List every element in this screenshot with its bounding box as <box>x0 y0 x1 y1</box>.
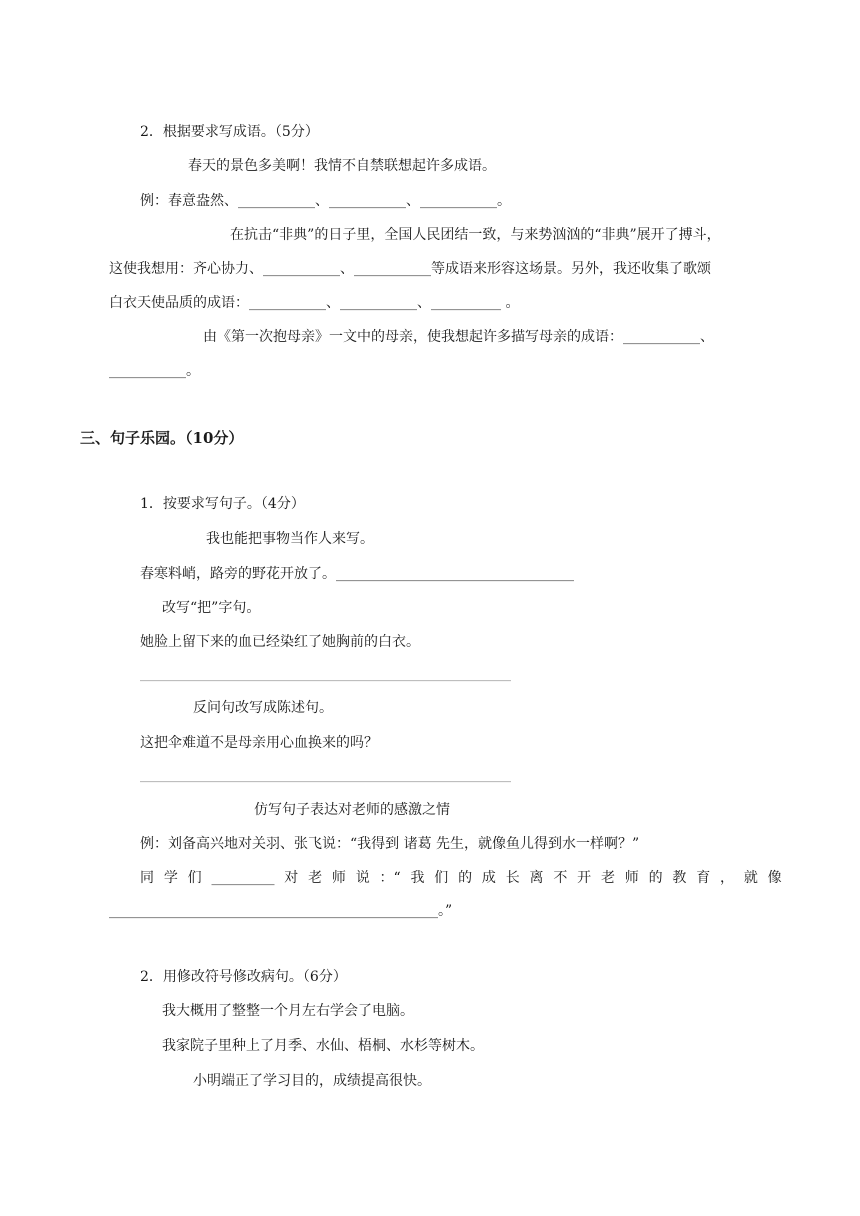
sars-line-2: 这使我想用：齐心协力、___________、___________等成语来形容这场景。另外，我还收集了歌颂 <box>109 261 711 277</box>
text-char: 同 <box>140 870 154 886</box>
rhetorical-prompt: 反问句改写成陈述句。 <box>193 700 333 716</box>
spring-prompt: 春天的景色多美啊！我情不自禁联想起许多成语。 <box>188 158 496 174</box>
sars-line-3: 白衣天使品质的成语：___________、___________、__________ 。 <box>109 295 520 311</box>
personify-sentence: 春寒料峭，路旁的野花开放了。__________________________________ <box>140 566 574 582</box>
text-char: 学 <box>163 870 178 886</box>
text-char: 们 <box>434 870 449 886</box>
answer-line: _____________________________________________________ <box>140 767 511 783</box>
question-title: 2．根据要求写成语。（5分） <box>140 124 319 140</box>
text-char: 育 <box>696 870 711 886</box>
text-char: 我 <box>410 870 425 886</box>
text-char: 教 <box>672 870 687 886</box>
text-char: 像 <box>767 870 782 886</box>
section-heading: 三、句子乐园。（10分） <box>80 429 244 447</box>
imitate-example: 例：刘备高兴地对关羽、张飞说：“我得到 诸葛 先生，就像鱼儿得到水一样啊？” <box>140 836 640 852</box>
text-char: 的 <box>458 870 473 886</box>
sick-sentence: 我大概用了整整一个月左右学会了电脑。 <box>162 1003 414 1019</box>
text-char: ：“ <box>379 870 401 886</box>
imitate-prompt: 仿写句子表达对老师的感激之情 <box>254 802 450 818</box>
question-title: 1．按要求写句子。（4分） <box>140 496 305 512</box>
text-char: 长 <box>505 870 520 886</box>
text-char: 不 <box>553 870 568 886</box>
text-char: 对 <box>284 870 299 886</box>
text-char: 师 <box>331 870 346 886</box>
text-char: 就 <box>743 870 758 886</box>
mother-line-1: 由《第一次抱母亲》一文中的母亲，使我想起许多描写母亲的成语：___________、 <box>203 329 714 345</box>
imitate-line-1 <box>140 868 782 888</box>
text-char: 老 <box>600 870 615 886</box>
spring-example: 例：春意盎然、___________、___________、___________。 <box>140 193 511 209</box>
text-char: 开 <box>577 870 592 886</box>
text-char: ， <box>720 870 735 886</box>
sick-sentence: 我家院子里种上了月季、水仙、梧桐、水杉等树木。 <box>162 1038 484 1054</box>
text-char: 的 <box>648 870 663 886</box>
text-char: 老 <box>308 870 323 886</box>
sars-line-1: 在抗击“非典”的日子里，全国人民团结一致，与来势汹汹的“非典”展开了搏斗， <box>230 227 721 243</box>
rhetorical-sentence: 这把伞难道不是母亲用心血换来的吗？ <box>140 735 378 751</box>
text-char: 离 <box>529 870 544 886</box>
personify-prompt: 我也能把事物当作人来写。 <box>206 531 374 547</box>
question-title: 2．用修改符号修改病句。（6分） <box>140 969 347 985</box>
mother-line-2: ___________。 <box>109 363 200 379</box>
text-char: 成 <box>481 870 496 886</box>
answer-line: _____________________________________________________ <box>140 666 511 682</box>
imitate-line-2: _______________________________________________。” <box>109 903 453 919</box>
text-char: 们 <box>187 870 202 886</box>
answer-blank: _________ <box>211 870 275 886</box>
ba-sentence: 她脸上留下来的血已经染红了她胸前的白衣。 <box>140 634 420 650</box>
sick-sentence: 小明端正了学习目的，成绩提高很快。 <box>193 1073 431 1089</box>
ba-prompt: 改写“把”字句。 <box>162 600 261 616</box>
text-char: 师 <box>624 870 639 886</box>
text-char: 说 <box>355 870 370 886</box>
